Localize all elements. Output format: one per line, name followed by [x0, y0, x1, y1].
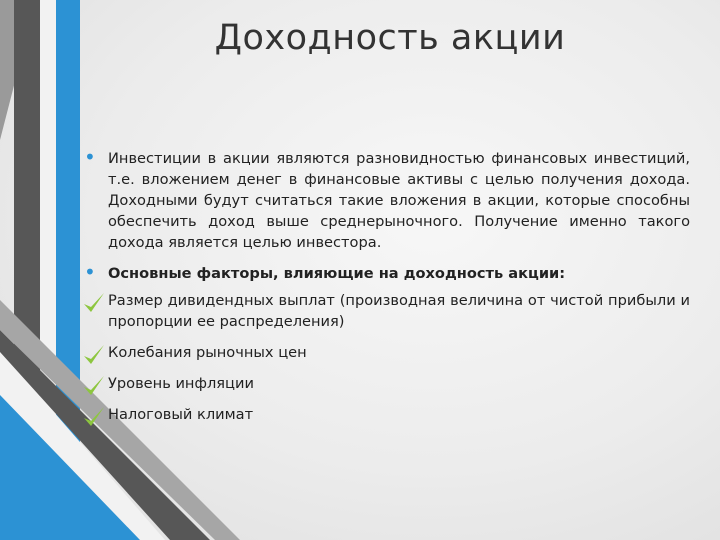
checkmark-icon: [82, 375, 108, 399]
bullet-item: [82, 145, 690, 253]
check-item: [82, 404, 690, 425]
slide-content: [82, 145, 690, 425]
check-text: Колебания рыночных цен: [108, 344, 307, 361]
checkmark-icon: [82, 344, 108, 368]
slide-title: Доходность акции: [214, 18, 566, 58]
bullet-dot: •: [84, 260, 96, 284]
bullet-text: Основные факторы, влияющие на доходность акции:: [108, 265, 566, 282]
checkmark-icon: [82, 292, 108, 316]
check-item: [82, 290, 690, 332]
check-text: Уровень инфляции: [108, 375, 254, 392]
check-text: Размер дивидендных выплат (производная величина от чистой прибыли и пропорции ее распределения): [108, 292, 690, 330]
bullet-text: Инвестиции в акции являются разновидностью финансовых инвестиций, т.е. вложением денег в финансовые активы с целью получения дохода. Доходными будут считаться такие вложения в акции, которые способны обеспечить доход выше среднерыночного. Получение именно такого дохода является целью инвестора.: [108, 150, 690, 251]
bullet-dot: •: [84, 145, 96, 169]
bullet-item: [82, 260, 690, 284]
check-text: Налоговый климат: [108, 406, 254, 423]
checkmark-icon: [82, 406, 108, 430]
check-item: [82, 342, 690, 363]
check-item: [82, 373, 690, 394]
